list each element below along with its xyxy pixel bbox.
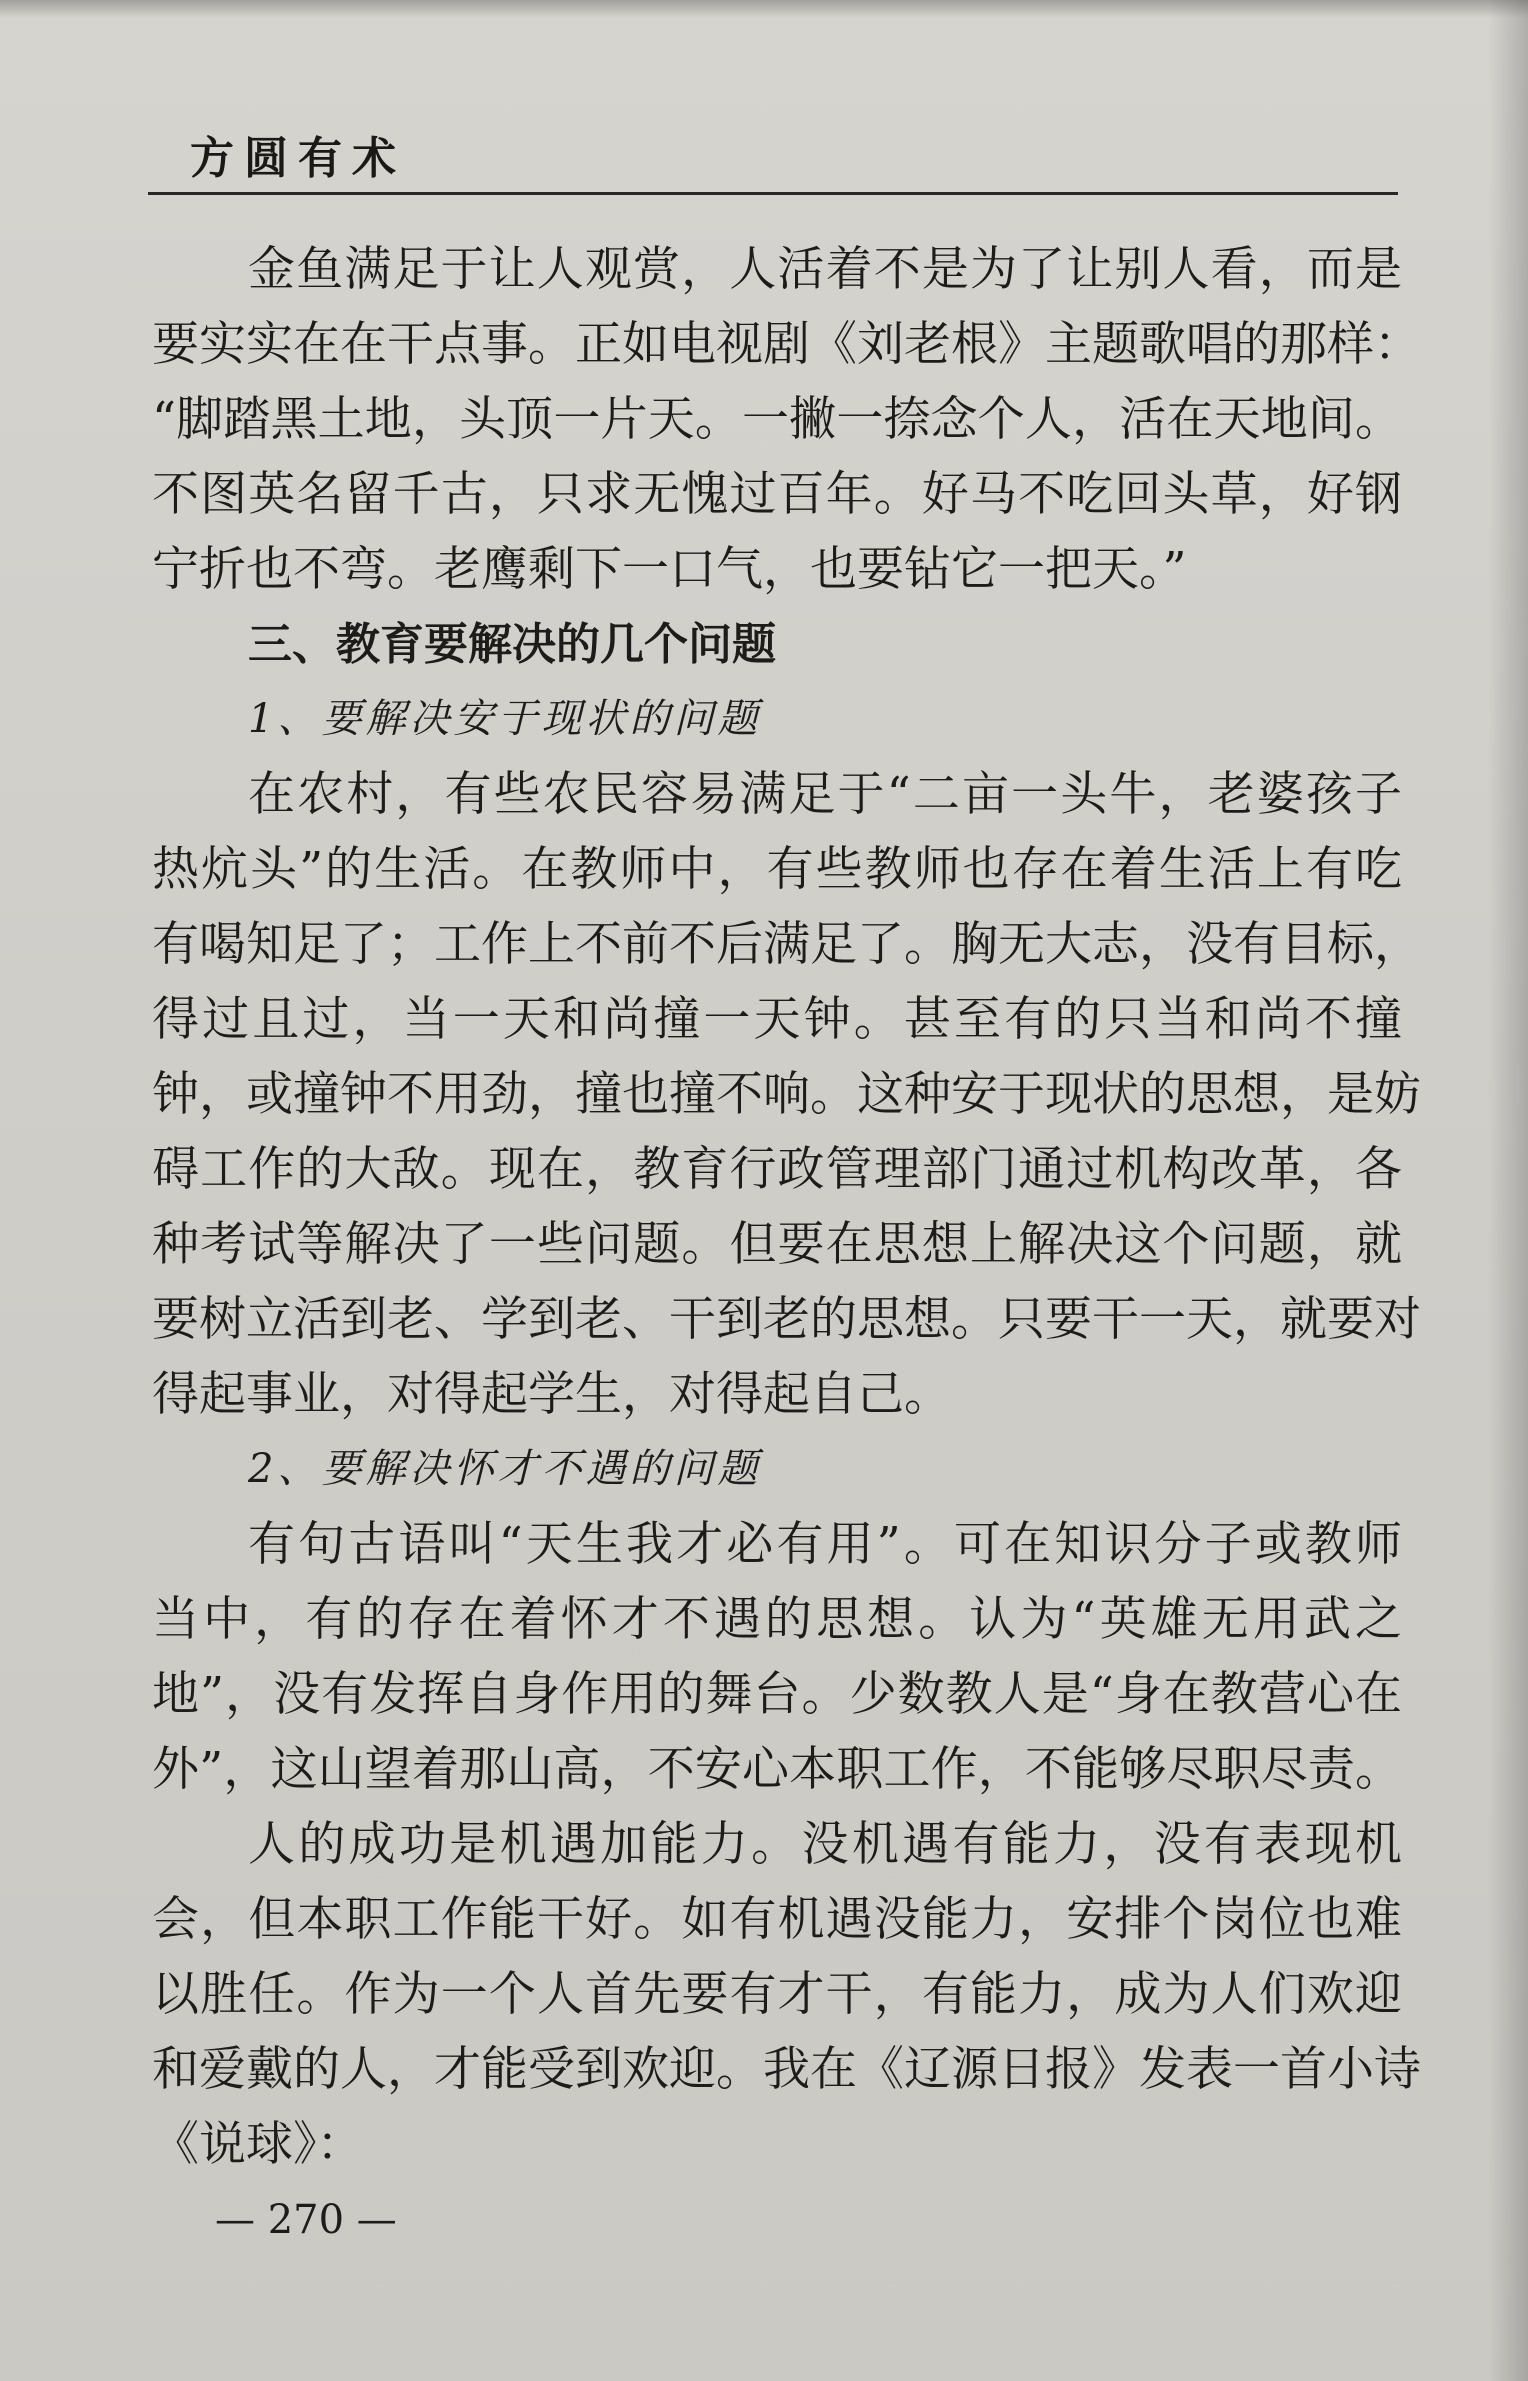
text-line: 《说球》： [152, 2117, 364, 2172]
text-line: 宁折也不弯。老鹰剩下一口气，也要钻它一把天。” [152, 542, 1187, 597]
subsection-heading: 1、要解决安于现状的问题 [248, 696, 762, 742]
text-line: 金鱼满足于让人观赏，人活着不是为了让别人看，而是 [248, 242, 1402, 297]
text-line: 钟，或撞钟不用劲，撞也撞不响。这种安于现状的思想，是妨 [152, 1067, 1421, 1122]
text-line: 和爱戴的人，才能受到欢迎。我在《辽源日报》发表一首小诗 [152, 2042, 1421, 2097]
text-line: 得起事业，对得起学生，对得起自己。 [152, 1367, 951, 1422]
body-text [152, 232, 1421, 2182]
text-line: 要树立活到老、学到老、干到老的思想。只要干一天，就要对 [152, 1292, 1421, 1347]
text-line: 当中，有的存在着怀才不遇的思想。认为“英雄无用武之 [152, 1592, 1402, 1647]
text-line: 外”，这山望着那山高，不安心本职工作，不能够尽职尽责。 [152, 1742, 1402, 1797]
text-line: 得过且过，当一天和尚撞一天钟。甚至有的只当和尚不撞 [152, 992, 1402, 1047]
scan-edge-right [1488, 0, 1528, 2381]
text-line: 会，但本职工作能干好。如有机遇没能力，安排个岗位也难 [152, 1892, 1402, 1947]
text-line: “脚踏黑土地，头顶一片天。一撇一捺念个人，活在天地间。 [152, 392, 1402, 447]
text-line: 以胜任。作为一个人首先要有才干，有能力，成为人们欢迎 [152, 1967, 1402, 2022]
text-line: 要实实在在干点事。正如电视剧《刘老根》主题歌唱的那样： [152, 317, 1421, 372]
page-number: — 270 — [215, 2197, 397, 2243]
text-line: 地”，没有发挥自身作用的舞台。少数教人是“身在教营心在 [152, 1667, 1402, 1722]
scan-edge-top [0, 0, 1528, 18]
text-line: 人的成功是机遇加能力。没机遇有能力，没有表现机 [248, 1817, 1402, 1872]
header-rule [148, 192, 1398, 195]
subsection-heading: 2、要解决怀才不遇的问题 [248, 1446, 762, 1492]
section-heading: 三、教育要解决的几个问题 [248, 619, 776, 670]
text-line: 不图英名留千古，只求无愧过百年。好马不吃回头草，好钢 [152, 467, 1402, 522]
text-line: 有句古语叫“天生我才必有用”。可在知识分子或教师 [248, 1517, 1402, 1572]
text-line: 有喝知足了；工作上不前不后满足了。胸无大志，没有目标， [152, 917, 1421, 972]
text-line: 在农村，有些农民容易满足于“二亩一头牛，老婆孩子 [248, 767, 1402, 822]
running-title: 方圆有术 [190, 133, 406, 184]
text-line: 碍工作的大敌。现在，教育行政管理部门通过机构改革，各 [152, 1142, 1402, 1197]
text-line: 种考试等解决了一些问题。但要在思想上解决这个问题，就 [152, 1217, 1402, 1272]
text-line: 热炕头”的生活。在教师中，有些教师也存在着生活上有吃 [152, 842, 1402, 897]
